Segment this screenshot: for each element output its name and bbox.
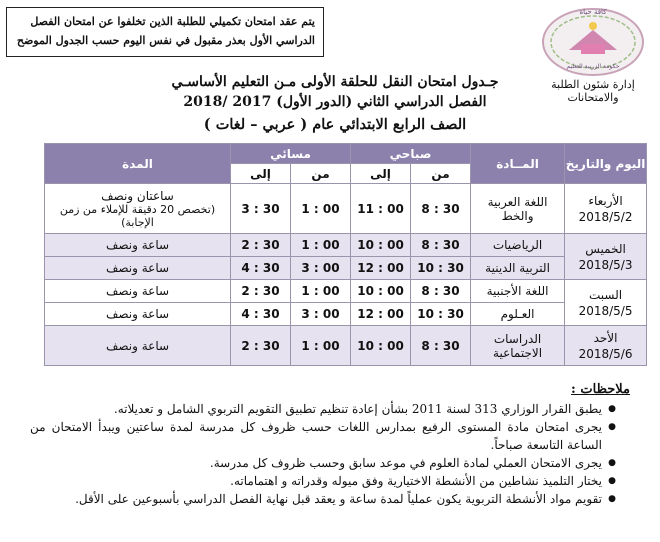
duration-cell	[45, 184, 231, 234]
subject-cell: اللغة الأجنبية	[471, 280, 565, 303]
evening-from-cell: 1 : 00	[291, 280, 351, 303]
day-date: 2018/5/6	[578, 346, 633, 361]
duration-cell: ساعة ونصف	[45, 303, 231, 326]
title-line-3: الصف الرابع الابتدائي عام ( عربي – لغات )	[203, 116, 467, 133]
table-row	[45, 326, 647, 366]
logo-emblem-icon	[539, 4, 647, 76]
header-duration: المدة	[45, 144, 231, 184]
note-item: ● تقويم مواد الأنشطة التربوية يكون عملياً لمدة ساعة و يعقد قبل نهاية الفصل الدراسي بأسبوعين على الأقل.	[30, 490, 616, 508]
header-morning-from: من	[411, 164, 471, 184]
duration-cell: ساعة ونصف	[45, 326, 231, 366]
note-item: ● يختار التلميذ نشاطين من الأنشطة الاختيارية وفق ميوله وقدراته و اهتماماته.	[30, 472, 616, 490]
morning-to-cell: 11 : 00	[351, 184, 411, 234]
subject-cell: الدراسات الاجتماعية	[471, 326, 565, 366]
exam-schedule-table	[44, 143, 647, 366]
subject-cell: العـلوم	[471, 303, 565, 326]
evening-to-cell: 4 : 30	[231, 257, 291, 280]
day-name: الأربعاء	[588, 193, 623, 208]
duration-text: ساعتان ونصف	[101, 188, 174, 203]
evening-to-cell: 3 : 30	[231, 184, 291, 234]
makeup-exam-notice	[6, 7, 324, 57]
notes-list	[30, 400, 630, 508]
subject-cell: الرياضيات	[471, 234, 565, 257]
evening-to-cell: 2 : 30	[231, 280, 291, 303]
document-titles	[150, 72, 520, 136]
header-evening-from: من	[291, 164, 351, 184]
day-date: 2018/5/2	[578, 209, 633, 224]
table-row	[45, 303, 647, 326]
logo-top-text: كافة حياة	[579, 8, 607, 16]
day-date: 2018/5/3	[578, 257, 633, 272]
duration-cell: ساعة ونصف	[45, 234, 231, 257]
notice-line-1: يتم عقد امتحان تكميلي للطلبة الذين تخلفوا عن امتحان الفصل	[30, 15, 315, 28]
morning-from-cell: 8 : 30	[411, 234, 471, 257]
morning-from-cell: 10 : 30	[411, 257, 471, 280]
notice-line-2: الدراسي الأول بعذر مقبول في نفس اليوم حسب الجدول الموضح	[16, 34, 315, 47]
header-evening-to: إلى	[231, 164, 291, 184]
morning-to-cell: 12 : 00	[351, 303, 411, 326]
table-row	[45, 184, 647, 234]
evening-from-cell: 1 : 00	[291, 184, 351, 234]
duration-cell: ساعة ونصف	[45, 280, 231, 303]
day-name: السبت	[588, 287, 623, 302]
table-row	[45, 234, 647, 257]
day-cell	[565, 234, 647, 280]
note-item: ● يطبق القرار الوزاري 313 لسنة 2011 بشأن إعادة تنظيم تطبيق التقويم التربوي الشامل و تعديلاته.	[30, 400, 616, 418]
morning-from-cell: 8 : 30	[411, 326, 471, 366]
morning-from-cell: 10 : 30	[411, 303, 471, 326]
morning-to-cell: 12 : 00	[351, 257, 411, 280]
header-subject: المــادة	[471, 144, 565, 184]
day-date: 2018/5/5	[578, 303, 633, 318]
duration-note: (تخصص 20 دقيقة للإملاء من زمن الإجابة)	[59, 202, 216, 229]
table-row	[45, 257, 647, 280]
evening-from-cell: 3 : 00	[291, 303, 351, 326]
exam-schedule-table-wrapper	[44, 143, 646, 366]
duration-cell: ساعة ونصف	[45, 257, 231, 280]
morning-from-cell: 8 : 30	[411, 280, 471, 303]
evening-from-cell: 1 : 00	[291, 326, 351, 366]
evening-to-cell: 2 : 30	[231, 234, 291, 257]
title-line-2: الفصل الدراسي الثاني (الدور الأول) 2017 /2018	[183, 94, 487, 110]
department-name: إدارة شئون الطلبة والامتحانات	[551, 78, 635, 104]
note-item: ● يجرى امتحان مادة المستوى الرفيع بمدارس اللغات حسب ظروف كل مدرسة لمدة ساعتين ويبدأ الامتحان من الساعة التاسعة صباحاً.	[30, 418, 616, 454]
day-name: الأحد	[593, 330, 618, 345]
subject-cell: التربية الدينية	[471, 257, 565, 280]
header-day-date: اليوم والتاريخ	[565, 144, 647, 184]
evening-to-cell: 4 : 30	[231, 303, 291, 326]
title-line-1: جـدول امتحان النقل للحلقة الأولى مـن التعليم الأساسـي	[171, 74, 499, 90]
evening-from-cell: 1 : 00	[291, 234, 351, 257]
morning-to-cell: 10 : 00	[351, 280, 411, 303]
notes-section	[30, 382, 630, 508]
ministry-logo	[534, 4, 652, 104]
header-morning-to: إلى	[351, 164, 411, 184]
logo-bottom-text: حكومة الزريبة للتعليم	[566, 63, 620, 70]
day-cell	[565, 326, 647, 366]
day-cell	[565, 184, 647, 234]
morning-from-cell: 8 : 30	[411, 184, 471, 234]
subject-cell: اللغة العربية والخط	[471, 184, 565, 234]
morning-to-cell: 10 : 00	[351, 326, 411, 366]
notes-title: ملاحظات :	[571, 382, 630, 397]
day-name: الخميس	[585, 241, 626, 256]
header-morning: صباحي	[351, 144, 471, 164]
evening-to-cell: 2 : 30	[231, 326, 291, 366]
table-row	[45, 280, 647, 303]
morning-to-cell: 10 : 00	[351, 234, 411, 257]
day-cell	[565, 280, 647, 326]
evening-from-cell: 3 : 00	[291, 257, 351, 280]
note-item: ● يجرى الامتحان العملي لمادة العلوم في موعد سابق وحسب ظروف كل مدرسة.	[30, 454, 616, 472]
header-evening: مسائي	[231, 144, 351, 164]
